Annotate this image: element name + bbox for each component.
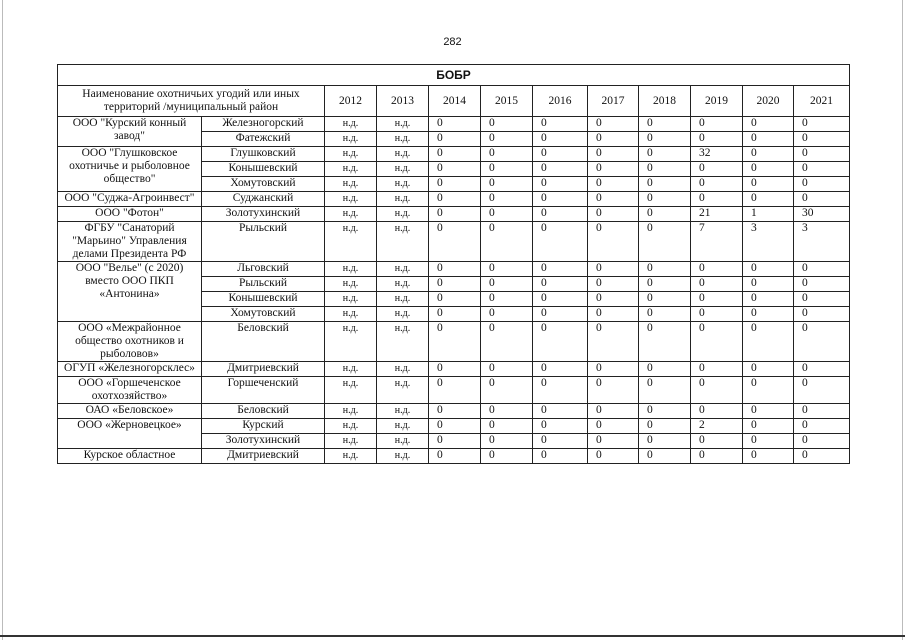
- value-cell: 0: [639, 307, 691, 322]
- value-cell: 0: [794, 362, 850, 377]
- year-header: 2015: [481, 86, 533, 117]
- district-cell: Конышевский: [202, 292, 325, 307]
- value-cell: 2: [691, 419, 743, 434]
- hunting-ground-name: ООО "Фотон": [58, 207, 202, 222]
- year-header: 2019: [691, 86, 743, 117]
- value-cell: 0: [588, 147, 639, 162]
- value-cell: 21: [691, 207, 743, 222]
- value-cell: 0: [691, 434, 743, 449]
- table-row: [58, 377, 850, 404]
- value-cell: н.д.: [377, 292, 429, 307]
- value-cell: 0: [588, 419, 639, 434]
- value-cell: н.д.: [377, 362, 429, 377]
- value-cell: 0: [639, 207, 691, 222]
- value-cell: 3: [743, 222, 794, 262]
- value-cell: 0: [588, 377, 639, 404]
- hunting-ground-name: ООО «Межрайонное общество охотников и рыболовов»: [58, 322, 202, 362]
- district-cell: Рыльский: [202, 277, 325, 292]
- value-cell: 0: [588, 322, 639, 362]
- hunting-ground-name: ООО "Курский конный завод": [58, 117, 202, 147]
- scan-left-edge: [2, 0, 3, 640]
- table-row: [58, 117, 850, 132]
- value-cell: 0: [481, 434, 533, 449]
- value-cell: 0: [533, 449, 588, 464]
- value-cell: 0: [481, 307, 533, 322]
- value-cell: 0: [429, 117, 481, 132]
- value-cell: 0: [533, 362, 588, 377]
- district-cell: Рыльский: [202, 222, 325, 262]
- name-column-header: Наименование охотничьих угодий или иных территорий /муниципальный район: [58, 86, 325, 117]
- value-cell: 0: [588, 307, 639, 322]
- value-cell: 0: [588, 449, 639, 464]
- value-cell: 0: [639, 177, 691, 192]
- value-cell: 0: [743, 277, 794, 292]
- value-cell: 0: [743, 362, 794, 377]
- district-cell: Дмитриевский: [202, 449, 325, 464]
- value-cell: 0: [481, 377, 533, 404]
- value-cell: 0: [533, 404, 588, 419]
- value-cell: 0: [743, 377, 794, 404]
- value-cell: 0: [794, 292, 850, 307]
- value-cell: н.д.: [325, 377, 377, 404]
- value-cell: н.д.: [325, 222, 377, 262]
- value-cell: 0: [639, 404, 691, 419]
- value-cell: 0: [429, 292, 481, 307]
- value-cell: 0: [691, 449, 743, 464]
- hunting-ground-name: ОАО «Беловское»: [58, 404, 202, 419]
- scan-bottom-edge: [0, 635, 905, 637]
- value-cell: 0: [481, 222, 533, 262]
- value-cell: 0: [639, 192, 691, 207]
- value-cell: 0: [533, 377, 588, 404]
- district-cell: Хомутовский: [202, 177, 325, 192]
- value-cell: н.д.: [377, 117, 429, 132]
- value-cell: 0: [533, 177, 588, 192]
- value-cell: 0: [429, 132, 481, 147]
- district-cell: Суджанский: [202, 192, 325, 207]
- value-cell: 0: [429, 322, 481, 362]
- value-cell: н.д.: [325, 132, 377, 147]
- value-cell: 0: [588, 222, 639, 262]
- value-cell: 0: [794, 419, 850, 434]
- value-cell: н.д.: [377, 404, 429, 419]
- value-cell: 0: [481, 147, 533, 162]
- district-cell: Горшеченский: [202, 377, 325, 404]
- value-cell: 0: [481, 177, 533, 192]
- value-cell: 0: [429, 377, 481, 404]
- value-cell: 0: [794, 147, 850, 162]
- value-cell: 0: [588, 132, 639, 147]
- year-header: 2013: [377, 86, 429, 117]
- district-cell: Льговский: [202, 262, 325, 277]
- value-cell: н.д.: [325, 292, 377, 307]
- scan-right-edge: [902, 0, 903, 640]
- value-cell: 0: [588, 177, 639, 192]
- table-row: [58, 222, 850, 262]
- value-cell: 0: [743, 162, 794, 177]
- table-row: [58, 192, 850, 207]
- value-cell: 0: [743, 132, 794, 147]
- value-cell: 3: [794, 222, 850, 262]
- value-cell: 0: [429, 434, 481, 449]
- hunting-ground-name: ФГБУ "Санаторий "Марьино" Управления делами Президента РФ: [58, 222, 202, 262]
- value-cell: 0: [794, 449, 850, 464]
- value-cell: 0: [481, 292, 533, 307]
- value-cell: 0: [794, 377, 850, 404]
- value-cell: н.д.: [377, 192, 429, 207]
- hunting-ground-name: ООО "Велье" (с 2020) вместо ООО ПКП «Антонина»: [58, 262, 202, 322]
- value-cell: 0: [743, 419, 794, 434]
- district-cell: Глушковский: [202, 147, 325, 162]
- value-cell: 0: [533, 117, 588, 132]
- district-cell: Курский: [202, 419, 325, 434]
- table-row: [58, 147, 850, 162]
- value-cell: 0: [588, 207, 639, 222]
- value-cell: 0: [533, 222, 588, 262]
- value-cell: н.д.: [377, 162, 429, 177]
- district-cell: Фатежский: [202, 132, 325, 147]
- district-cell: Железногорский: [202, 117, 325, 132]
- table-row: [58, 262, 850, 277]
- value-cell: 0: [794, 262, 850, 277]
- value-cell: 0: [639, 292, 691, 307]
- beaver-table-container: [57, 64, 849, 464]
- value-cell: 0: [429, 162, 481, 177]
- value-cell: 0: [691, 162, 743, 177]
- value-cell: 0: [429, 207, 481, 222]
- value-cell: 0: [794, 322, 850, 362]
- value-cell: н.д.: [377, 147, 429, 162]
- value-cell: 0: [429, 262, 481, 277]
- value-cell: 0: [588, 292, 639, 307]
- value-cell: 0: [429, 307, 481, 322]
- hunting-ground-name: ООО "Суджа-Агроинвест": [58, 192, 202, 207]
- value-cell: 0: [533, 419, 588, 434]
- value-cell: н.д.: [377, 449, 429, 464]
- value-cell: 0: [481, 207, 533, 222]
- district-cell: Беловский: [202, 404, 325, 419]
- value-cell: 0: [639, 434, 691, 449]
- value-cell: н.д.: [377, 132, 429, 147]
- value-cell: 0: [691, 277, 743, 292]
- value-cell: 0: [794, 404, 850, 419]
- value-cell: н.д.: [377, 322, 429, 362]
- value-cell: 0: [639, 117, 691, 132]
- value-cell: н.д.: [377, 419, 429, 434]
- value-cell: 0: [481, 192, 533, 207]
- district-cell: Дмитриевский: [202, 362, 325, 377]
- value-cell: 0: [743, 147, 794, 162]
- value-cell: 0: [533, 192, 588, 207]
- value-cell: н.д.: [377, 222, 429, 262]
- value-cell: 0: [691, 307, 743, 322]
- header-row: [58, 86, 850, 117]
- value-cell: 0: [481, 162, 533, 177]
- value-cell: н.д.: [325, 322, 377, 362]
- value-cell: 0: [481, 262, 533, 277]
- value-cell: 0: [429, 449, 481, 464]
- value-cell: 0: [691, 132, 743, 147]
- value-cell: 0: [743, 117, 794, 132]
- value-cell: 7: [691, 222, 743, 262]
- value-cell: 0: [533, 132, 588, 147]
- district-cell: Конышевский: [202, 162, 325, 177]
- year-header: 2018: [639, 86, 691, 117]
- value-cell: 0: [588, 117, 639, 132]
- value-cell: 0: [429, 277, 481, 292]
- value-cell: 0: [639, 449, 691, 464]
- value-cell: 0: [743, 292, 794, 307]
- value-cell: 0: [533, 262, 588, 277]
- value-cell: н.д.: [325, 449, 377, 464]
- value-cell: 0: [429, 147, 481, 162]
- value-cell: 0: [691, 362, 743, 377]
- value-cell: 0: [481, 117, 533, 132]
- value-cell: н.д.: [325, 162, 377, 177]
- value-cell: 0: [794, 307, 850, 322]
- value-cell: 0: [481, 419, 533, 434]
- value-cell: н.д.: [325, 434, 377, 449]
- hunting-ground-name: ООО «Жерновецкое»: [58, 419, 202, 449]
- value-cell: 0: [639, 322, 691, 362]
- value-cell: 0: [691, 404, 743, 419]
- value-cell: 0: [639, 222, 691, 262]
- value-cell: 0: [533, 147, 588, 162]
- value-cell: н.д.: [325, 307, 377, 322]
- value-cell: 0: [588, 277, 639, 292]
- value-cell: н.д.: [377, 434, 429, 449]
- value-cell: 0: [588, 404, 639, 419]
- value-cell: 0: [691, 192, 743, 207]
- value-cell: 0: [743, 177, 794, 192]
- value-cell: 0: [794, 434, 850, 449]
- year-header: 2012: [325, 86, 377, 117]
- district-cell: Золотухинский: [202, 207, 325, 222]
- value-cell: 0: [691, 117, 743, 132]
- year-header: 2016: [533, 86, 588, 117]
- value-cell: 0: [639, 132, 691, 147]
- value-cell: 0: [794, 162, 850, 177]
- value-cell: н.д.: [377, 177, 429, 192]
- value-cell: 0: [429, 177, 481, 192]
- value-cell: 0: [533, 322, 588, 362]
- value-cell: 0: [588, 434, 639, 449]
- value-cell: н.д.: [325, 262, 377, 277]
- value-cell: 30: [794, 207, 850, 222]
- value-cell: 0: [639, 362, 691, 377]
- year-header: 2020: [743, 86, 794, 117]
- value-cell: 0: [639, 277, 691, 292]
- hunting-ground-name: Курское областное: [58, 449, 202, 464]
- value-cell: 0: [588, 362, 639, 377]
- year-header: 2014: [429, 86, 481, 117]
- district-cell: Беловский: [202, 322, 325, 362]
- value-cell: 0: [533, 292, 588, 307]
- value-cell: н.д.: [325, 419, 377, 434]
- value-cell: 0: [481, 449, 533, 464]
- value-cell: 0: [588, 262, 639, 277]
- table-row: [58, 322, 850, 362]
- value-cell: 0: [743, 322, 794, 362]
- table-row: [58, 449, 850, 464]
- hunting-ground-name: ОГУП «Железногорсклес»: [58, 362, 202, 377]
- table-row: [58, 362, 850, 377]
- value-cell: 0: [639, 162, 691, 177]
- district-cell: Золотухинский: [202, 434, 325, 449]
- value-cell: н.д.: [325, 404, 377, 419]
- value-cell: 0: [794, 192, 850, 207]
- value-cell: 0: [794, 177, 850, 192]
- value-cell: н.д.: [377, 377, 429, 404]
- page-number: 282: [443, 36, 462, 48]
- value-cell: 0: [588, 162, 639, 177]
- value-cell: н.д.: [377, 207, 429, 222]
- value-cell: 0: [691, 322, 743, 362]
- table-row: [58, 404, 850, 419]
- value-cell: н.д.: [325, 177, 377, 192]
- value-cell: 0: [429, 419, 481, 434]
- value-cell: 0: [794, 117, 850, 132]
- hunting-ground-name: ООО "Глушковское охотничье и рыболовное общество": [58, 147, 202, 192]
- table-title: БОБР: [58, 65, 850, 86]
- value-cell: н.д.: [325, 117, 377, 132]
- value-cell: н.д.: [325, 192, 377, 207]
- table-body: [58, 117, 850, 464]
- year-header: 2021: [794, 86, 850, 117]
- value-cell: 0: [481, 404, 533, 419]
- value-cell: 0: [639, 419, 691, 434]
- district-cell: Хомутовский: [202, 307, 325, 322]
- hunting-ground-name: ООО «Горшеченское охотхозяйство»: [58, 377, 202, 404]
- value-cell: н.д.: [377, 262, 429, 277]
- value-cell: 0: [481, 132, 533, 147]
- value-cell: 0: [794, 132, 850, 147]
- value-cell: 0: [794, 277, 850, 292]
- value-cell: 0: [533, 277, 588, 292]
- value-cell: 0: [533, 207, 588, 222]
- value-cell: 0: [639, 147, 691, 162]
- value-cell: 0: [429, 404, 481, 419]
- value-cell: н.д.: [325, 207, 377, 222]
- value-cell: 1: [743, 207, 794, 222]
- value-cell: 0: [743, 434, 794, 449]
- value-cell: 0: [481, 277, 533, 292]
- value-cell: 0: [743, 449, 794, 464]
- value-cell: 0: [743, 307, 794, 322]
- value-cell: 0: [691, 262, 743, 277]
- value-cell: 0: [429, 192, 481, 207]
- beaver-count-table: [57, 64, 850, 464]
- value-cell: 0: [588, 192, 639, 207]
- value-cell: 32: [691, 147, 743, 162]
- value-cell: н.д.: [325, 362, 377, 377]
- value-cell: н.д.: [325, 277, 377, 292]
- value-cell: 0: [429, 362, 481, 377]
- value-cell: н.д.: [325, 147, 377, 162]
- value-cell: 0: [743, 262, 794, 277]
- value-cell: н.д.: [377, 307, 429, 322]
- value-cell: 0: [743, 404, 794, 419]
- value-cell: 0: [481, 322, 533, 362]
- value-cell: 0: [481, 362, 533, 377]
- value-cell: 0: [639, 377, 691, 404]
- value-cell: 0: [429, 222, 481, 262]
- value-cell: 0: [691, 177, 743, 192]
- value-cell: н.д.: [377, 277, 429, 292]
- value-cell: 0: [639, 262, 691, 277]
- value-cell: 0: [743, 192, 794, 207]
- table-row: [58, 207, 850, 222]
- value-cell: 0: [691, 377, 743, 404]
- value-cell: 0: [533, 434, 588, 449]
- value-cell: 0: [533, 162, 588, 177]
- value-cell: 0: [691, 292, 743, 307]
- year-header: 2017: [588, 86, 639, 117]
- table-row: [58, 419, 850, 434]
- value-cell: 0: [533, 307, 588, 322]
